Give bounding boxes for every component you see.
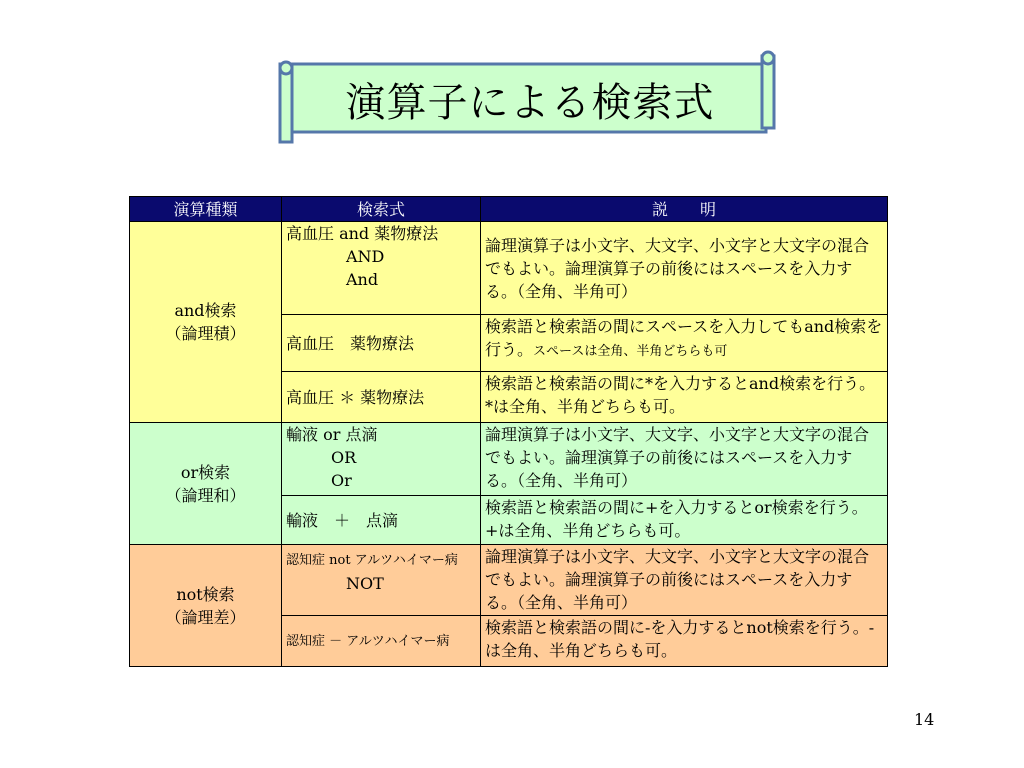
- category-and: [130, 222, 282, 423]
- page-title: 演算子による検索式: [345, 79, 715, 126]
- table-header-row: [130, 197, 888, 222]
- expr-cell: 高血圧 ＊ 薬物療法: [282, 372, 481, 423]
- expr-cell: 認知症 － アルツハイマー病: [282, 616, 481, 667]
- expr-cell: 高血圧 薬物療法: [282, 315, 481, 372]
- desc-cell: 論理演算子は小文字、大文字、小文字と大文字の混合でもよい。論理演算子の前後にはスペースを入力する。（全角、半角可）: [481, 222, 888, 315]
- header-search-expression: 検索式: [282, 197, 481, 222]
- desc-cell: 論理演算子は小文字、大文字、小文字と大文字の混合でもよい。論理演算子の前後にはスペースを入力する。（全角、半角可）: [481, 423, 888, 496]
- desc-text: 検索語と検索語の間にスペースを入力してもand検索を行う。: [485, 317, 883, 359]
- page-number: 14: [914, 710, 935, 729]
- operator-table: [129, 196, 888, 667]
- category-label: or検索: [180, 462, 231, 482]
- category-label: and検索: [174, 301, 237, 320]
- category-sub-label: （論理積）: [165, 324, 246, 343]
- expr-cell: [282, 222, 481, 315]
- expr-cell: 輸液 ＋ 点滴: [282, 496, 481, 545]
- desc-cell: 検索語と検索語の間に-を入力するとnot検索を行う。-は全角、半角どちらも可。: [481, 616, 888, 667]
- title-banner: [270, 48, 780, 148]
- desc-cell: 論理演算子は小文字、大文字、小文字と大文字の混合でもよい。論理演算子の前後にはスペースを入力する。（全角、半角可）: [481, 545, 888, 616]
- category-or: [130, 423, 282, 545]
- header-operation-type: 演算種類: [130, 197, 282, 222]
- table-row: [130, 545, 888, 616]
- expr-text: 認知症 not アルツハイマー病: [286, 553, 458, 568]
- table-row: [130, 222, 888, 315]
- desc-note: スペースは全角、半角どちらも可: [533, 344, 728, 359]
- desc-cell: 検索語と検索語の間に+を入力するとor検索を行う。+は全角、半角どちらも可。: [481, 496, 888, 545]
- expr-variant: AND: [346, 247, 385, 266]
- expr-cell: [282, 545, 481, 616]
- expr-variant: Or: [331, 471, 352, 490]
- category-sub-label: （論理差）: [165, 607, 246, 627]
- desc-cell: [481, 315, 888, 372]
- category-sub-label: （論理和）: [165, 485, 246, 505]
- expr-variant: OR: [331, 448, 357, 467]
- expr-cell: [282, 423, 481, 496]
- category-label: not検索: [176, 584, 235, 604]
- table-row: [130, 423, 888, 496]
- expr-text: 高血圧 and 薬物療法: [286, 224, 439, 243]
- category-not: [130, 545, 282, 667]
- expr-text: 輸液 or 点滴: [286, 425, 378, 444]
- expr-variant: NOT: [346, 574, 384, 593]
- header-description: 説 明: [481, 197, 888, 222]
- desc-cell: 検索語と検索語の間に*を入力するとand検索を行う。*は全角、半角どちらも可。: [481, 372, 888, 423]
- expr-variant: And: [346, 270, 379, 289]
